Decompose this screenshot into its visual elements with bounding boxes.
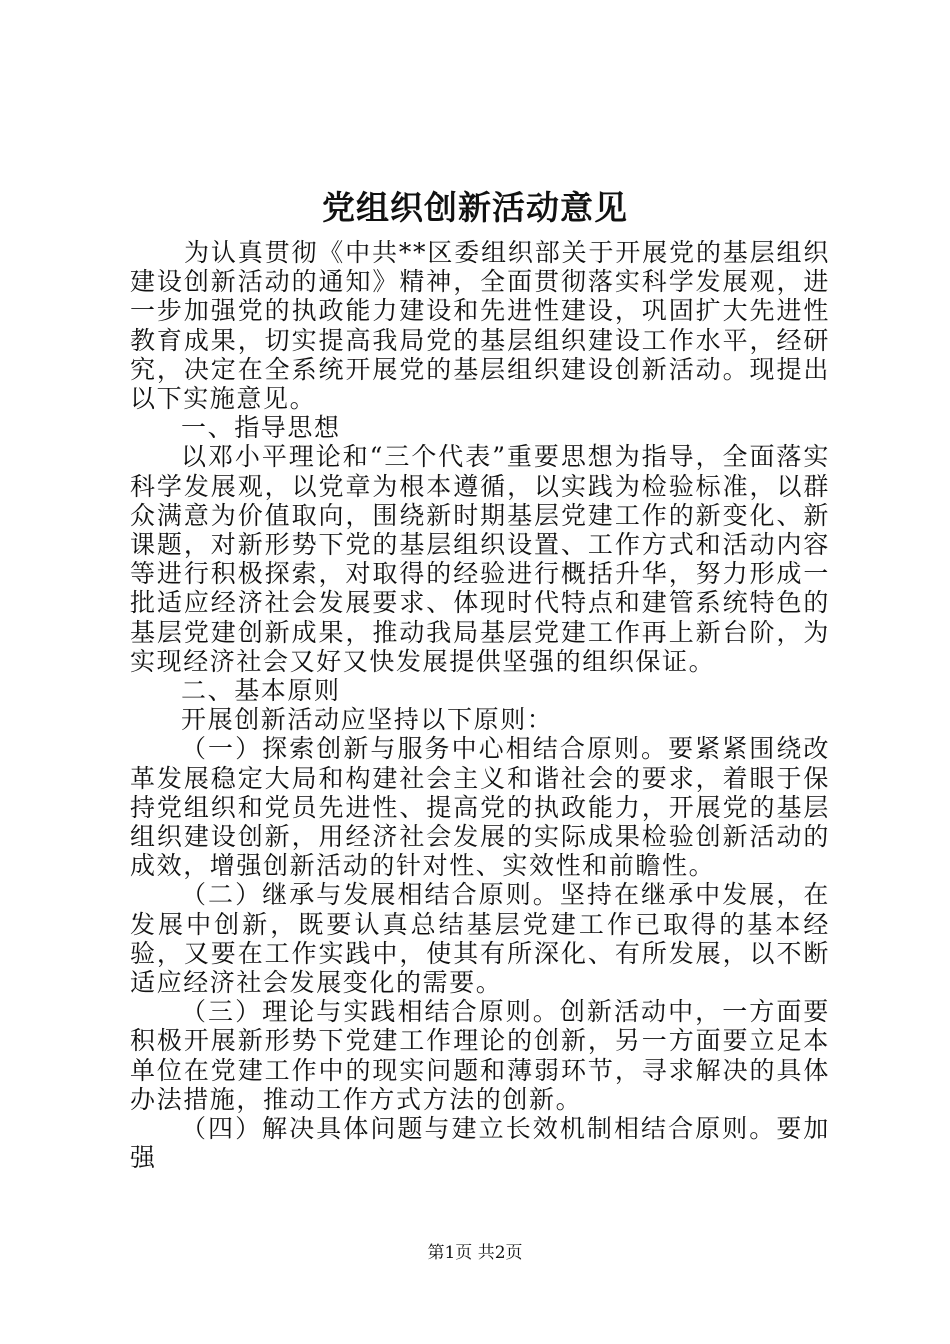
principle-2-paragraph: （二）继承与发展相结合原则。坚持在继承中发展，在发展中创新，既要认真总结基层党建工作已取得的基本经验，又要在工作实践中，使其有所深化、有所发展，以不断适应经济社会发展变化的需要。 [130,880,830,998]
intro-paragraph: 为认真贯彻《中共**区委组织部关于开展党的基层组织建设创新活动的通知》精神，全面贯彻落实科学发展观，进一步加强党的执政能力建设和先进性建设，巩固扩大先进性教育成果，切实提高我局党的基层组织建设工作水平，经研究，决定在全系统开展党的基层组织建设创新活动。现提出以下实施意见。 [130,238,830,414]
principle-4-paragraph: （四）解决具体问题与建立长效机制相结合原则。要加强 [130,1114,830,1173]
page-number: 第1页 [427,1243,473,1263]
document-body [130,238,830,1173]
section-heading-basic-principles: 二、基本原则 [181,676,341,706]
document-title: 党组织创新活动意见 [322,188,628,227]
page-total: 共2页 [477,1243,523,1263]
guiding-thought-paragraph: 以邓小平理论和“三个代表”重要思想为指导，全面落实科学发展观，以党章为根本遵循，以实践为检验标准，以群众满意为价值取向，围绕新时期基层党建工作的新变化、新课题，对新形势下党的基层组织设置、工作方式和活动内容等进行积极探索，对取得的经验进行概括升华，努力形成一批适应经济社会发展要求、体现时代特点和建管系统特色的基层党建创新成果，推动我局基层党建工作再上新台阶，为实现经济社会又好又快发展提供坚强的组织保证。 [130,442,830,676]
page-footer [0,1242,950,1264]
principle-1-paragraph: （一）探索创新与服务中心相结合原则。要紧紧围绕改革发展稳定大局和构建社会主义和谐社会的要求，着眼于保持党组织和党员先进性、提高党的执政能力，开展党的基层组织建设创新，用经济社会发展的实际成果检验创新活动的成效，增强创新活动的针对性、实效性和前瞻性。 [130,734,830,881]
principle-3-paragraph: （三）理论与实践相结合原则。创新活动中，一方面要积极开展新形势下党建工作理论的创新，另一方面要立足本单位在党建工作中的现实问题和薄弱环节，寻求解决的具体办法措施，推动工作方式方法的创新。 [130,997,830,1114]
section-heading-guiding-thought: 一、指导思想 [181,413,341,443]
principles-intro-paragraph: 开展创新活动应坚持以下原则： [181,705,554,735]
